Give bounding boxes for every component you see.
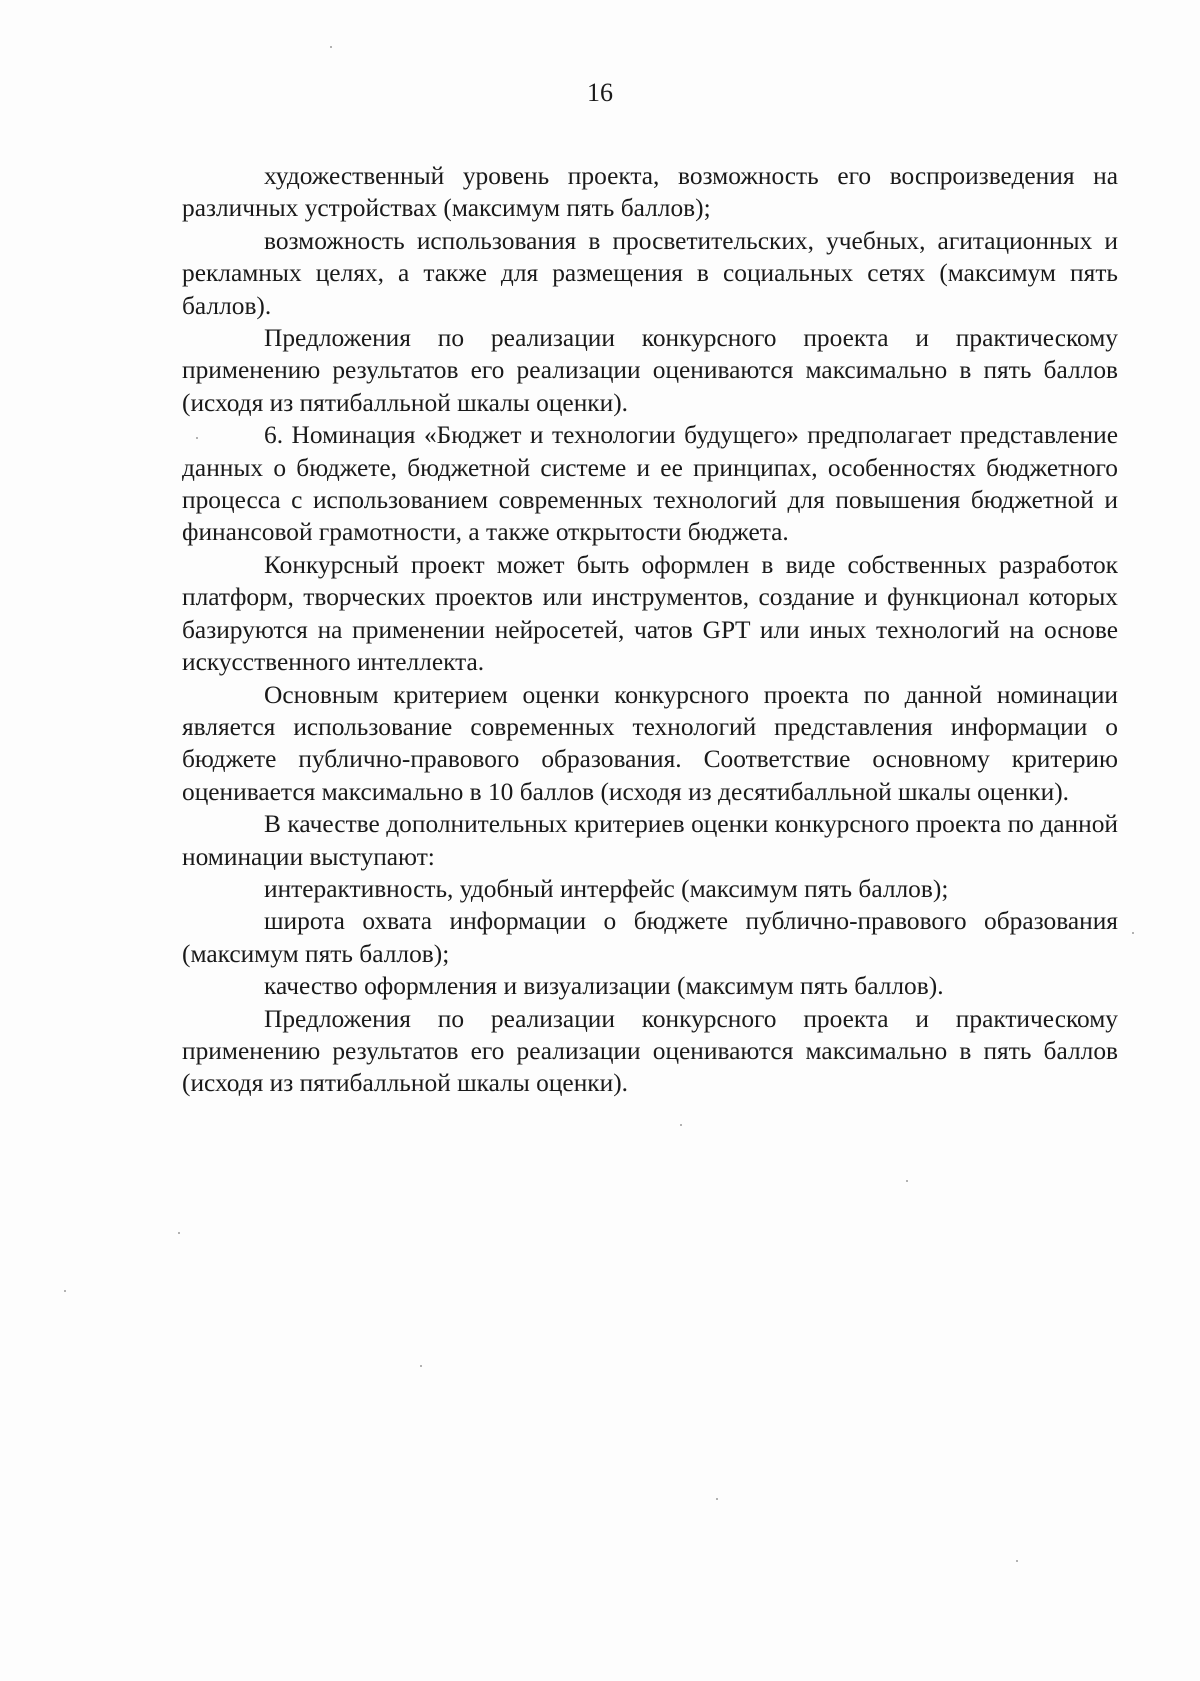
scan-speck [420,1365,422,1367]
scan-speck [196,437,198,439]
scan-speck [1132,932,1134,934]
paragraph: Предложения по реализации конкурсного проекта и практическому применению результатов его реализации оцениваются максимально в пять баллов (исходя из пятибалльной шкалы оценки). [182,324,1118,417]
paragraph: интерактивность, удобный интерфейс (максимум пять баллов); [264,874,949,903]
paragraph: качество оформления и визуализации (максимум пять баллов). [264,972,944,1001]
paragraph: В качестве дополнительных критериев оценки конкурсного проекта по данной номинации выступают: [182,810,1118,871]
scan-speck [64,1290,66,1292]
page-number: 16 [587,78,613,107]
paragraph: Конкурсный проект может быть оформлен в виде собственных разработок платформ, творческих проектов или инструментов, создание и функционал которых базируются на применении нейросетей, чатов GPT или иных технологий на основе искусственного интеллекта. [182,550,1118,677]
scan-speck [906,1180,908,1182]
paragraph: Предложения по реализации конкурсного проекта и практическому применению результатов его реализации оцениваются максимально в пять баллов (исходя из пятибалльной шкалы оценки). [182,1004,1118,1098]
paragraph: художественный уровень проекта, возможность его воспроизведения на различных устройствах (максимум пять баллов); [182,162,1118,223]
scan-speck [1016,1560,1018,1562]
paragraph: широта охвата информации о бюджете публично-правового образования (максимум пять баллов); [182,907,1118,968]
scan-speck [178,1232,180,1234]
paragraph: Основным критерием оценки конкурсного проекта по данной номинации является использование современных технологий представления информации о бюджете публично-правового образования. Соответствие основному критерию оценивается максимально в 10 баллов (исходя из десятибалльной шкалы оценки). [182,680,1118,806]
scan-speck [680,1124,682,1126]
scan-speck [330,46,332,48]
scan-speck [716,1498,718,1500]
paragraph: 6. Номинация «Бюджет и технологии будущего» предполагает представление данных о бюджете, бюджетной системе и ее принципах, особенностях бюджетного процесса с использованием современных технологий для повышения бюджетной и финансовой грамотности, а также открытости бюджета. [182,421,1118,547]
body-text [182,160,1118,1100]
paragraph: возможность использования в просветительских, учебных, агитационных и рекламных целях, а также для размещения в социальных сетях (максимум пять баллов). [182,226,1118,320]
